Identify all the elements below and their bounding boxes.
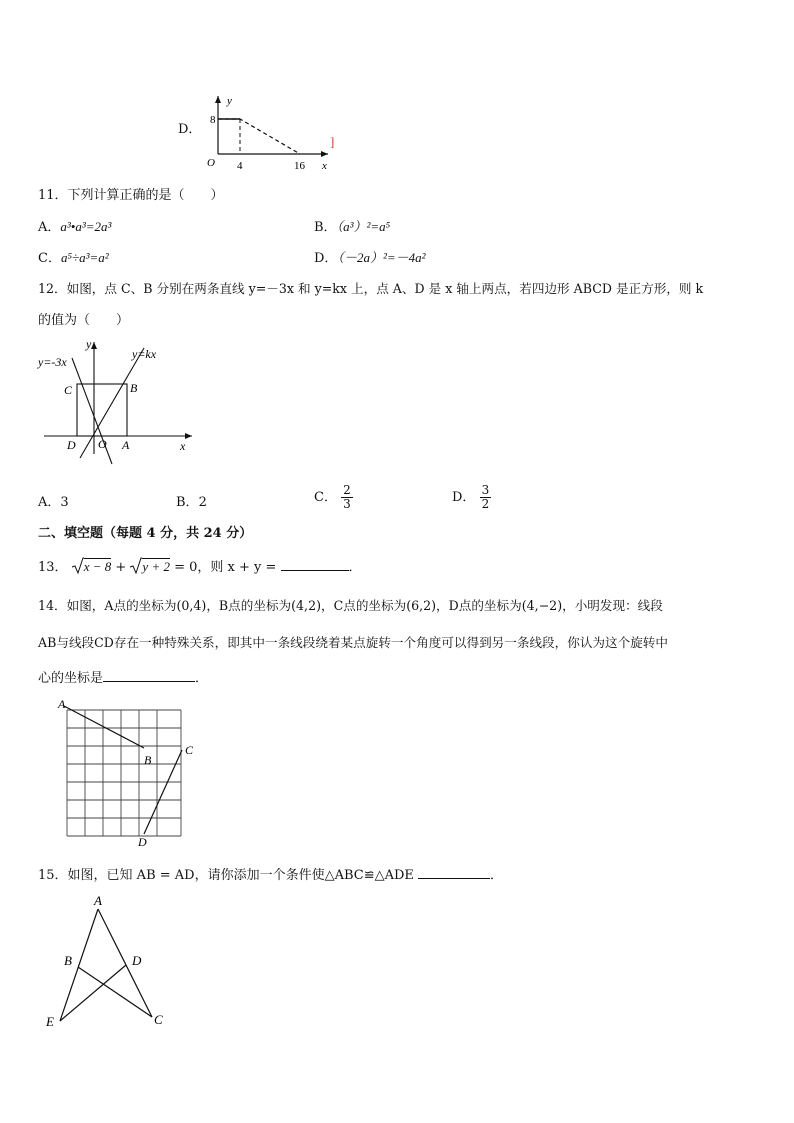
q12-option-c-fraction bbox=[341, 484, 353, 511]
q12-option-d-numerator: 3 bbox=[481, 483, 490, 497]
q12-option-a-label: A． bbox=[38, 495, 61, 510]
q10-bracket: ] bbox=[330, 134, 335, 149]
q13-sqrt1-icon bbox=[72, 558, 84, 574]
q14-point-c: C bbox=[185, 743, 194, 757]
q14-line2: AB与线段CD存在一种特殊关系，即其中一条线段绕着某点旋转一个角度可以得到另一条线段，你认为这个旋转中 bbox=[38, 635, 668, 650]
q13-sqrt2-icon bbox=[130, 558, 142, 574]
q15-line bbox=[38, 866, 503, 882]
q14-point-d: D bbox=[138, 835, 147, 849]
q11-option-a-expr: a³•a³=2a³ bbox=[60, 219, 112, 234]
q12-option-b bbox=[176, 496, 207, 509]
q11-option-d-label: D． bbox=[314, 251, 338, 266]
q10-option-d-label: D． bbox=[178, 122, 202, 137]
q14-point-a: A bbox=[58, 697, 66, 711]
q15-end: ． bbox=[490, 868, 504, 883]
q13-tail: ，则 x + y = bbox=[197, 560, 277, 575]
q13-plus: + bbox=[115, 560, 127, 575]
q13-line bbox=[38, 558, 362, 574]
q12-option-d bbox=[452, 484, 491, 511]
q12-option-b-value: 2 bbox=[198, 495, 207, 510]
q15-point-e: E bbox=[46, 1014, 54, 1029]
q15-triangle-figure bbox=[36, 895, 186, 1045]
q14-answer-blank[interactable] bbox=[103, 669, 195, 682]
q13-eq: = 0 bbox=[174, 560, 198, 575]
q14-line3-end: ． bbox=[195, 671, 209, 686]
q15-point-a: A bbox=[94, 893, 102, 908]
q12-option-d-fraction bbox=[480, 484, 492, 511]
q14-grid-figure bbox=[52, 698, 202, 848]
q12-y-label: y bbox=[86, 337, 92, 351]
q11-option-d-expr: （－2a）²=－4a² bbox=[337, 250, 426, 265]
q12-stem-line2: 的值为（ ） bbox=[38, 313, 130, 328]
q10-origin: O bbox=[207, 157, 215, 169]
q12-line2-label: y=kx bbox=[132, 347, 157, 361]
q10-x-label: x bbox=[322, 160, 327, 172]
q12-stem-line1: 12．如图，点 C、B 分别在两条直线 y=－3x 和 y=kx 上，点 A、D 是 x 轴上两点，若四边形 ABCD 是正方形，则 k bbox=[38, 281, 704, 296]
q15-point-d: D bbox=[132, 953, 142, 968]
q11-stem: 11．下列计算正确的是（ ） bbox=[38, 188, 224, 203]
q12-line1-label: y=-3x bbox=[38, 355, 67, 369]
q12-point-a: A bbox=[122, 438, 130, 452]
q11-option-d bbox=[314, 251, 426, 265]
q13-radical2: y + 2 bbox=[142, 559, 170, 574]
q12-option-d-label: D． bbox=[452, 490, 476, 506]
q10-y-label: y bbox=[227, 95, 232, 107]
q15-stem: 15．如图，已知 AB = AD，请你添加一个条件使△ABC≌△ADE bbox=[38, 868, 414, 883]
q12-option-b-label: B． bbox=[176, 495, 199, 510]
q12-point-b: B bbox=[130, 381, 138, 395]
q10-graph bbox=[196, 92, 336, 172]
q12-option-d-denominator: 2 bbox=[481, 497, 490, 512]
q15-point-b: B bbox=[64, 953, 72, 968]
q14-line3 bbox=[38, 669, 208, 685]
q13-number: 13． bbox=[38, 560, 68, 575]
q13-answer-blank[interactable] bbox=[281, 558, 349, 571]
q11-option-a-label: A． bbox=[38, 220, 61, 235]
q11-option-c-expr: a⁵÷a³=a² bbox=[60, 250, 109, 265]
q10-x-tick-4: 4 bbox=[237, 160, 243, 172]
q12-option-c bbox=[314, 484, 353, 511]
q12-x-label: x bbox=[180, 439, 186, 453]
q14-line3-text: 心的坐标是 bbox=[38, 671, 104, 686]
section-fill-in-title: 二、填空题（每题 4 分，共 24 分） bbox=[38, 526, 253, 541]
q11-option-b bbox=[314, 220, 390, 234]
q12-point-d: D bbox=[67, 438, 76, 452]
q14-line1: 14．如图，A点的坐标为(0,4)，B点的坐标为(4,2)，C点的坐标为(6,2)，D点的坐标为(4,−2)，小明发现：线段 bbox=[38, 598, 663, 613]
q12-option-a-value: 3 bbox=[60, 495, 69, 510]
q10-x-tick-16: 16 bbox=[294, 160, 305, 172]
q12-option-c-numerator: 2 bbox=[343, 483, 351, 497]
q12-option-a bbox=[38, 496, 69, 509]
q12-figure bbox=[36, 336, 206, 456]
q15-point-c: C bbox=[154, 1012, 163, 1027]
q11-option-b-expr: （a³）²=a⁵ bbox=[336, 219, 391, 234]
q12-option-c-label: C． bbox=[314, 490, 337, 506]
q12-option-c-denominator: 3 bbox=[343, 497, 351, 512]
q11-option-c-label: C． bbox=[38, 251, 61, 266]
q13-radical1: x − 8 bbox=[83, 559, 112, 574]
q11-option-c bbox=[38, 251, 109, 265]
q10-y-value: 8 bbox=[210, 114, 216, 126]
q12-point-o: O bbox=[98, 437, 107, 451]
q12-point-c: C bbox=[64, 383, 73, 397]
q15-answer-blank[interactable] bbox=[418, 866, 490, 879]
q11-option-b-label: B． bbox=[314, 220, 337, 235]
q13-end: ． bbox=[348, 560, 362, 575]
q11-option-a bbox=[38, 220, 111, 234]
q14-point-b: B bbox=[144, 753, 152, 767]
